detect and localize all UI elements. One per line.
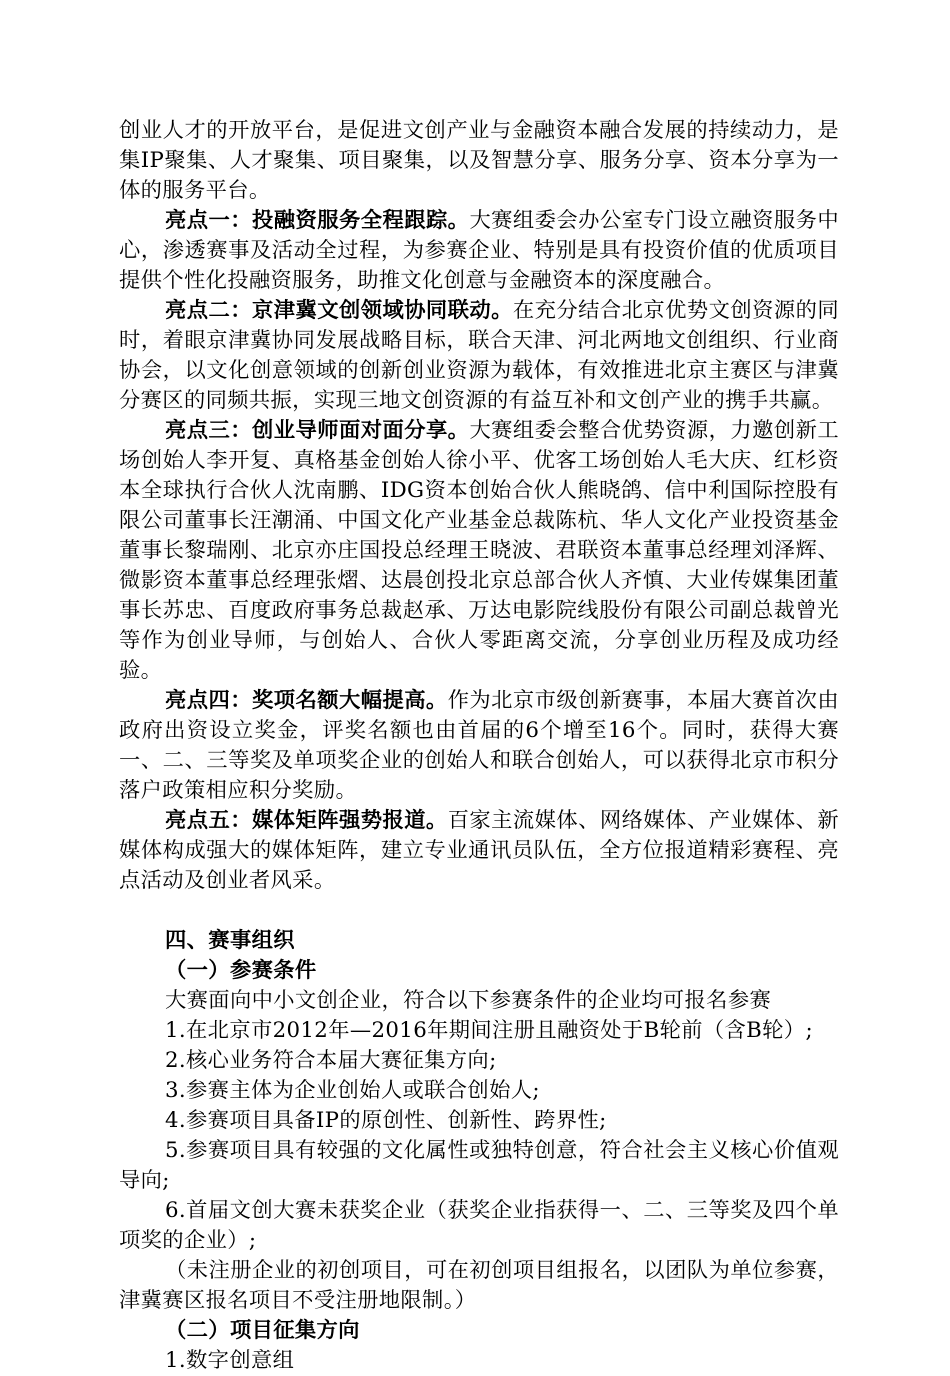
highlight-1 [119,206,839,296]
section-gap [119,896,839,926]
highlight-3-title: 亮点三：创业导师面对面分享。 [165,418,470,443]
highlight-2 [119,296,839,416]
highlight-2-text: 在充分结合北京优势文创资源的同时，着眼京津冀协同发展战略目标，联合天津、河北两地文创组织、行业商协会，以文化创意领域的创新创业资源为载体，有效推进北京主赛区与津冀分赛区的同频共振，实现三地文创资源的有益互补和文创产业的携手共赢。 [119,298,839,413]
condition-item: 4.参赛项目具备IP的原创性、创新性、跨界性; [165,1108,607,1133]
highlight-1-title: 亮点一：投融资服务全程跟踪。 [165,208,470,233]
highlight-4-text: 作为北京市级创新赛事，本届大赛首次由政府出资设立奖金，评奖名额也由首届的6个增至16个。同时，获得大赛一、二、三等奖及单项奖企业的创始人和联合创始人，可以获得北京市积分落户政策相应积分奖励。 [119,688,839,803]
highlight-5-text: 百家主流媒体、网络媒体、产业媒体、新媒体构成强大的媒体矩阵，建立专业通讯员队伍，全方位报道精彩赛程、亮点活动及创业者风采。 [119,808,839,893]
condition-item: 5.参赛项目具有较强的文化属性或独特创意，符合社会主义核心价值观导向; [119,1138,839,1193]
condition-item: 1.在北京市2012年—2016年期间注册且融资处于B轮前（含B轮）; [165,1018,813,1043]
condition-item: 3.参赛主体为企业创始人或联合创始人; [165,1078,540,1103]
highlight-3 [119,416,839,686]
highlight-4-title: 亮点四：奖项名额大幅提高。 [165,688,448,713]
highlight-2-title: 亮点二：京津冀文创领域协同联动。 [165,298,513,323]
intro-paragraph: 创业人才的开放平台，是促进文创产业与金融资本融合发展的持续动力，是集IP聚集、人才聚集、项目聚集，以及智慧分享、服务分享、资本分享为一体的服务平台。 [119,118,839,203]
subsection-heading-conditions: （一）参赛条件 [165,958,317,983]
subsection-heading-directions: （二）项目征集方向 [165,1318,360,1343]
highlight-1-text: 大赛组委会办公室专门设立融资服务中心，渗透赛事及活动全过程，为参赛企业、特别是具有投资价值的优质项目提供个性化投融资服务，助推文化创意与金融资本的深度融合。 [119,208,840,293]
direction-item: 1.数字创意组 [165,1348,295,1373]
unregistered-note: （未注册企业的初创项目，可在初创项目组报名，以团队为单位参赛，津冀赛区报名项目不受注册地限制。） [119,1258,839,1313]
highlight-5 [119,806,839,896]
condition-item: 2.核心业务符合本届大赛征集方向; [165,1048,497,1073]
condition-item: 6.首届文创大赛未获奖企业（获奖企业指获得一、二、三等奖及四个单项奖的企业）; [119,1198,839,1253]
document-page [119,116,839,1376]
conditions-intro: 大赛面向中小文创企业，符合以下参赛条件的企业均可报名参赛 [165,988,772,1013]
highlight-5-title: 亮点五：媒体矩阵强势报道。 [165,808,448,833]
section-heading: 四、赛事组织 [165,928,295,953]
highlight-4 [119,686,839,806]
highlight-3-text: 大赛组委会整合优势资源，力邀创新工场创始人李开复、真格基金创始人徐小平、优客工场创始人毛大庆、红杉资本全球执行合伙人沈南鹏、IDG资本创始合伙人熊晓鸽、信中利国际控股有限公司董事长汪潮涌、中国文化产业基金总裁陈杭、华人文化产业投资基金董事长黎瑞刚、北京亦庄国投总经理王晓波、君联资本董事总经理刘泽辉、微影资本董事总经理张熠、达晨创投北京总部合伙人齐慎、大业传媒集团董事长苏忠、百度政府事务总裁赵承、万达电影院线股份有限公司副总裁曾光等作为创业导师，与创始人、合伙人零距离交流，分享创业历程及成功经验。 [119,418,840,683]
